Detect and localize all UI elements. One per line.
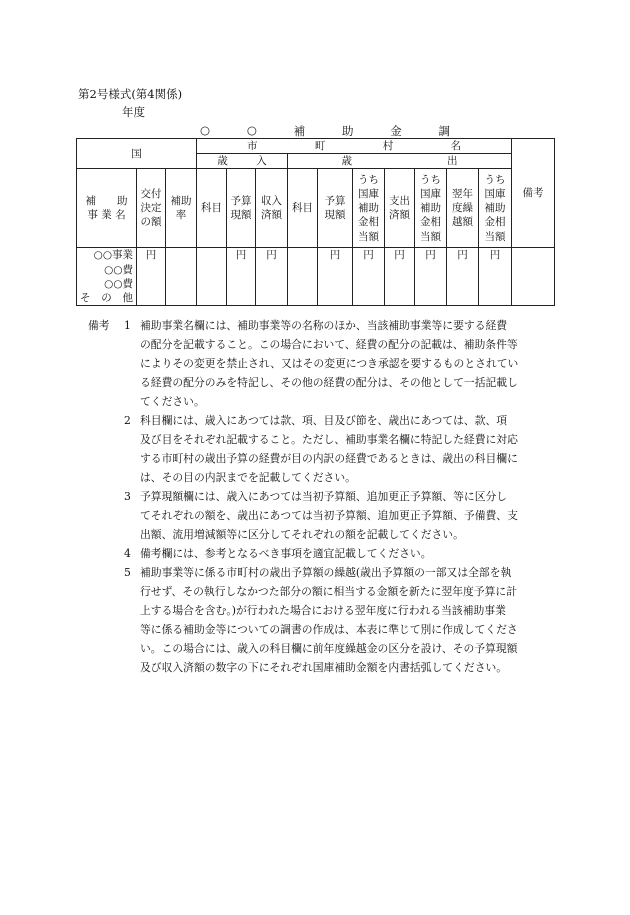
col-project-name: 補 助 事 業 名 bbox=[77, 169, 137, 248]
note-text bbox=[140, 487, 556, 544]
title-char: 金 bbox=[390, 124, 402, 138]
empty-cell bbox=[512, 248, 555, 306]
note-line: い。この場合には、歳入の科目欄に前年度繰越金の区分を設け、その予算現額 bbox=[140, 642, 518, 655]
national-header: 国 bbox=[77, 139, 197, 169]
col-revenue-item: 科目 bbox=[197, 169, 227, 248]
note-text bbox=[140, 544, 556, 563]
note-number: 5 bbox=[124, 566, 131, 579]
note-line: 上する場合を含む。)が行われた場合における翌年度に行われる当該補助事業 bbox=[140, 604, 506, 617]
col-decided-amount: 交付 決定 の額 bbox=[137, 169, 166, 248]
project-item: そ の 他 bbox=[80, 291, 133, 304]
unit-cell: 円 bbox=[137, 248, 166, 306]
project-item: ○○事業 bbox=[93, 249, 133, 262]
note-line: 備考欄には、参考となるべき事項を適宜記載してください。 bbox=[140, 547, 432, 560]
note-line: 補助事業等に係る市町村の歳出予算額の繰越(歳出予算額の一部又は全部を執 bbox=[140, 566, 512, 579]
note-line: 補助事業名欄には、補助事業等の名称のほか、当該補助事業等に要する経費 bbox=[140, 319, 508, 332]
note-line: 科目欄には、歳入にあつては款、項、目及び節を、歳出にあつては、款、項 bbox=[140, 414, 508, 427]
notes-header: 備考 bbox=[88, 319, 110, 332]
unit-cell: 円 bbox=[385, 248, 415, 306]
form-number: 第2号様式(第4関係) bbox=[78, 87, 183, 101]
title-char: ○ bbox=[246, 123, 257, 137]
note-line: 等に係る補助金等についての調書の作成は、本表に準じて別に作成してくださ bbox=[140, 623, 518, 636]
project-item: ○○費 bbox=[104, 263, 133, 276]
col-paid-national: うち 国庫 補助 金相 当額 bbox=[415, 169, 447, 248]
unit-cell: 円 bbox=[479, 248, 512, 306]
col-carryover: 翌年 度繰 越額 bbox=[447, 169, 479, 248]
unit-cell: 円 bbox=[415, 248, 447, 306]
empty-cell bbox=[288, 248, 318, 306]
note-line: は、その目の内訳までを記載してください。 bbox=[140, 471, 356, 484]
note-number: 1 bbox=[124, 319, 131, 332]
note-number: 2 bbox=[124, 414, 131, 427]
col-revenue-received: 収入 済額 bbox=[256, 169, 288, 248]
note-text bbox=[140, 411, 556, 487]
note-text bbox=[140, 316, 556, 411]
col-subsidy-rate: 補助 率 bbox=[166, 169, 197, 248]
title-char: 助 bbox=[341, 124, 354, 138]
revenue-header: 歳 入 bbox=[197, 154, 288, 169]
note-line: 予算現額欄には、歳入にあつては当初予算額、追加更正予算額、等に区分し bbox=[140, 490, 508, 503]
unit-cell: 円 bbox=[353, 248, 385, 306]
unit-cell: 円 bbox=[227, 248, 256, 306]
note-line: の配分を記載すること。この場合において、経費の配分の記載は、補助条件等 bbox=[140, 338, 518, 351]
col-revenue-budget: 予算 現額 bbox=[227, 169, 256, 248]
empty-cell bbox=[197, 248, 227, 306]
col-expenditure-budget: 予算 現額 bbox=[318, 169, 353, 248]
title-char: 補 bbox=[293, 124, 306, 138]
col-carryover-national: うち 国庫 補助 金相 当額 bbox=[479, 169, 512, 248]
municipality-header: 市 町 村 名 bbox=[197, 139, 512, 154]
document-title bbox=[200, 123, 450, 139]
note-line: てそれぞれの額を、歳出にあつては当初予算額、追加更正予算額、予備費、支 bbox=[140, 509, 518, 522]
note-line: る経費の配分のみを特記し、その他の経費の配分は、その他として一括記載し bbox=[140, 376, 518, 389]
project-items-cell bbox=[77, 248, 137, 306]
note-number: 3 bbox=[124, 490, 131, 503]
note-line: 出額、流用増減額等に区分してそれぞれの額を記載してください。 bbox=[140, 528, 464, 541]
col-expenditure-paid: 支出 済額 bbox=[385, 169, 415, 248]
note-line: する市町村の歳出予算の経費が目の内訳の経費であるときは、歳出の科目欄に bbox=[140, 452, 518, 465]
expenditure-header: 歳 出 bbox=[288, 154, 512, 169]
note-line: 及び収入済額の数字の下にそれぞれ国庫補助金額を内書括弧してください。 bbox=[140, 661, 508, 674]
unit-cell: 円 bbox=[447, 248, 479, 306]
title-char: 調 bbox=[438, 124, 450, 138]
note-text bbox=[140, 563, 556, 677]
fiscal-year-label: 年度 bbox=[122, 105, 145, 119]
note-line: 及び目をそれぞれ記載すること。ただし、補助事業名欄に特記した経費に対応 bbox=[140, 433, 518, 446]
note-line: 行せず、その執行しなかつた部分の額に相当する金額を新たに翌年度予算に計 bbox=[140, 585, 518, 598]
note-number: 4 bbox=[124, 547, 131, 560]
note-line: によりその変更を禁止され、又はその変更につき承認を要するものとされてい bbox=[140, 357, 519, 370]
remarks-header: 備考 bbox=[512, 139, 555, 248]
empty-cell bbox=[166, 248, 197, 306]
subsidy-survey-table bbox=[76, 138, 555, 306]
title-char: ○ bbox=[200, 123, 211, 137]
note-line: てください。 bbox=[140, 395, 205, 408]
col-expenditure-national: うち 国庫 補助 金相 当額 bbox=[353, 169, 385, 248]
unit-cell: 円 bbox=[318, 248, 353, 306]
col-expenditure-item: 科目 bbox=[288, 169, 318, 248]
unit-cell: 円 bbox=[256, 248, 288, 306]
project-item: ○○費 bbox=[104, 277, 133, 290]
